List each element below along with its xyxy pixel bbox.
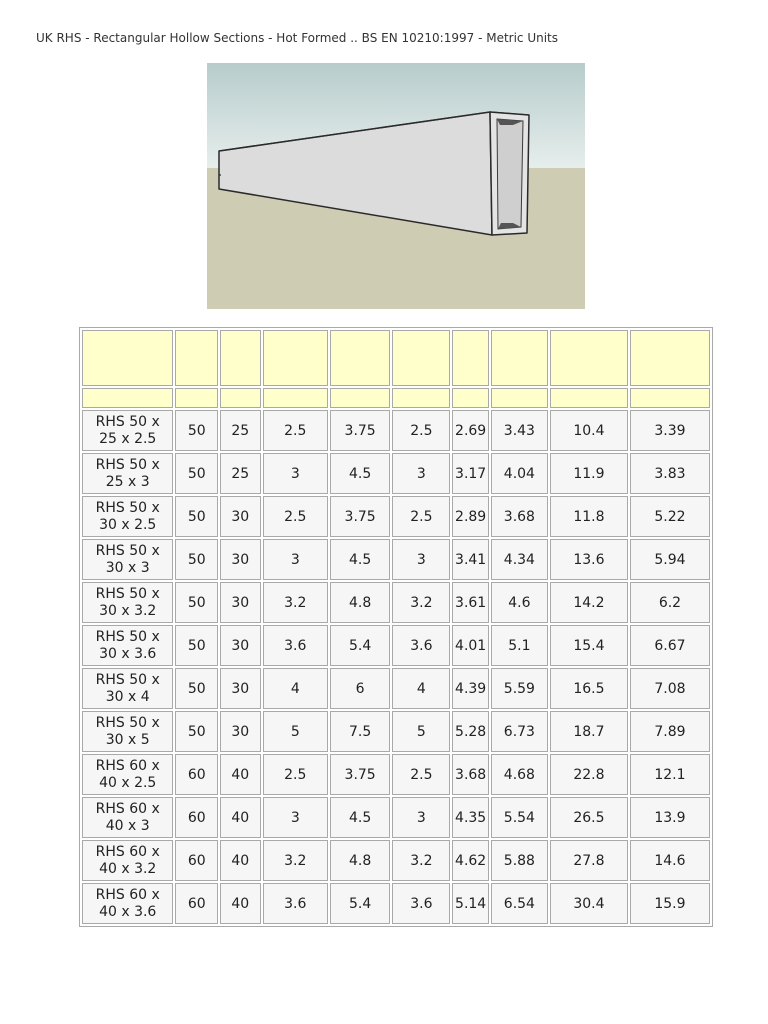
units-cell: [330, 388, 390, 408]
table-cell: 30: [220, 711, 261, 752]
designation-cell: RHS 50 x 30 x 4: [82, 668, 173, 709]
table-row: [82, 711, 710, 752]
table-cell: 2.69: [452, 410, 488, 451]
designation-cell: RHS 50 x 30 x 3: [82, 539, 173, 580]
table-cell: 4.68: [491, 754, 548, 795]
table-cell: 40: [220, 754, 261, 795]
table-cell: 4.34: [491, 539, 548, 580]
table-cell: 2.5: [392, 410, 450, 451]
header-cell: [220, 330, 261, 386]
designation-cell: RHS 60 x 40 x 2.5: [82, 754, 173, 795]
designation-cell: RHS 50 x 25 x 3: [82, 453, 173, 494]
table-cell: 14.2: [550, 582, 628, 623]
table-row: [82, 883, 710, 924]
table-cell: 26.5: [550, 797, 628, 838]
table-cell: 3.2: [392, 840, 450, 881]
table-cell: 4.8: [330, 582, 390, 623]
header-cell: [263, 330, 328, 386]
table-cell: 6: [330, 668, 390, 709]
table-cell: 15.4: [550, 625, 628, 666]
table-row: [82, 797, 710, 838]
header-cell: [491, 330, 548, 386]
table-cell: 6.2: [630, 582, 710, 623]
table-cell: 14.6: [630, 840, 710, 881]
table-row: [82, 668, 710, 709]
header-cell: [550, 330, 628, 386]
table-cell: 5.4: [330, 883, 390, 924]
table-cell: 6.54: [491, 883, 548, 924]
table-cell: 3.61: [452, 582, 488, 623]
table-cell: 4.5: [330, 453, 390, 494]
table-row: [82, 754, 710, 795]
section-properties-table-wrap: [79, 327, 713, 927]
table-cell: 60: [175, 840, 218, 881]
table-cell: 3.75: [330, 754, 390, 795]
table-cell: 5.28: [452, 711, 488, 752]
table-cell: 30: [220, 539, 261, 580]
designation-cell: RHS 60 x 40 x 3.6: [82, 883, 173, 924]
table-header-row: [82, 330, 710, 386]
table-row: [82, 840, 710, 881]
table-cell: 4.35: [452, 797, 488, 838]
table-row: [82, 453, 710, 494]
table-cell: 40: [220, 840, 261, 881]
table-cell: 7.5: [330, 711, 390, 752]
table-cell: 3: [263, 453, 328, 494]
table-cell: 11.8: [550, 496, 628, 537]
table-cell: 5.4: [330, 625, 390, 666]
units-cell: [550, 388, 628, 408]
table-cell: 3.17: [452, 453, 488, 494]
table-cell: 5.14: [452, 883, 488, 924]
table-cell: 7.08: [630, 668, 710, 709]
table-cell: 3.68: [452, 754, 488, 795]
table-cell: 3.83: [630, 453, 710, 494]
table-cell: 15.9: [630, 883, 710, 924]
designation-cell: RHS 60 x 40 x 3: [82, 797, 173, 838]
units-cell: [452, 388, 488, 408]
table-cell: 50: [175, 410, 218, 451]
header-cell: [82, 330, 173, 386]
table-row: [82, 410, 710, 451]
table-cell: 4.8: [330, 840, 390, 881]
table-cell: 5.59: [491, 668, 548, 709]
table-cell: 25: [220, 410, 261, 451]
header-cell: [175, 330, 218, 386]
units-cell: [263, 388, 328, 408]
designation-cell: RHS 50 x 25 x 2.5: [82, 410, 173, 451]
table-cell: 3.41: [452, 539, 488, 580]
table-cell: 3.6: [392, 625, 450, 666]
table-cell: 18.7: [550, 711, 628, 752]
table-cell: 2.5: [263, 410, 328, 451]
table-cell: 3: [392, 539, 450, 580]
table-cell: 7.89: [630, 711, 710, 752]
table-row: [82, 625, 710, 666]
table-units-row: [82, 388, 710, 408]
rhs-section-illustration: [207, 63, 585, 309]
table-cell: 4: [263, 668, 328, 709]
table-cell: 22.8: [550, 754, 628, 795]
units-cell: [630, 388, 710, 408]
table-cell: 3.75: [330, 410, 390, 451]
table-cell: 3: [392, 453, 450, 494]
table-cell: 30.4: [550, 883, 628, 924]
table-cell: 4: [392, 668, 450, 709]
table-cell: 2.89: [452, 496, 488, 537]
table-cell: 4.62: [452, 840, 488, 881]
table-cell: 30: [220, 668, 261, 709]
table-cell: 5.94: [630, 539, 710, 580]
table-row: [82, 539, 710, 580]
table-cell: 6.67: [630, 625, 710, 666]
table-cell: 3.2: [263, 840, 328, 881]
table-cell: 3.39: [630, 410, 710, 451]
page-title: UK RHS - Rectangular Hollow Sections - Hot Formed .. BS EN 10210:1997 - Metric Units: [36, 31, 559, 45]
table-cell: 3.68: [491, 496, 548, 537]
table-cell: 16.5: [550, 668, 628, 709]
table-cell: 4.39: [452, 668, 488, 709]
table-cell: 10.4: [550, 410, 628, 451]
table-cell: 60: [175, 883, 218, 924]
units-cell: [175, 388, 218, 408]
table-cell: 60: [175, 754, 218, 795]
table-cell: 3: [263, 797, 328, 838]
units-cell: [392, 388, 450, 408]
designation-cell: RHS 50 x 30 x 3.2: [82, 582, 173, 623]
table-cell: 3.43: [491, 410, 548, 451]
table-cell: 5.1: [491, 625, 548, 666]
table-cell: 5: [263, 711, 328, 752]
table-cell: 3.75: [330, 496, 390, 537]
table-cell: 50: [175, 496, 218, 537]
header-cell: [330, 330, 390, 386]
table-cell: 30: [220, 496, 261, 537]
table-cell: 2.5: [263, 754, 328, 795]
table-cell: 30: [220, 582, 261, 623]
header-cell: [630, 330, 710, 386]
table-cell: 4.6: [491, 582, 548, 623]
header-cell: [392, 330, 450, 386]
table-cell: 3: [263, 539, 328, 580]
designation-cell: RHS 50 x 30 x 2.5: [82, 496, 173, 537]
table-cell: 3.6: [263, 883, 328, 924]
table-cell: 50: [175, 625, 218, 666]
table-cell: 5: [392, 711, 450, 752]
table-cell: 5.54: [491, 797, 548, 838]
table-cell: 4.04: [491, 453, 548, 494]
table-cell: 3.6: [392, 883, 450, 924]
table-row: [82, 496, 710, 537]
table-cell: 50: [175, 668, 218, 709]
table-cell: 4.5: [330, 539, 390, 580]
table-cell: 40: [220, 883, 261, 924]
table-cell: 30: [220, 625, 261, 666]
table-cell: 60: [175, 797, 218, 838]
table-cell: 50: [175, 582, 218, 623]
table-cell: 11.9: [550, 453, 628, 494]
designation-cell: RHS 50 x 30 x 5: [82, 711, 173, 752]
table-cell: 12.1: [630, 754, 710, 795]
units-cell: [82, 388, 173, 408]
table-cell: 2.5: [392, 754, 450, 795]
units-cell: [220, 388, 261, 408]
table-cell: 2.5: [263, 496, 328, 537]
table-cell: 40: [220, 797, 261, 838]
table-cell: 4.01: [452, 625, 488, 666]
table-cell: 50: [175, 711, 218, 752]
table-cell: 5.88: [491, 840, 548, 881]
table-cell: 3.6: [263, 625, 328, 666]
units-cell: [491, 388, 548, 408]
table-cell: 50: [175, 539, 218, 580]
table-cell: 13.9: [630, 797, 710, 838]
table-row: [82, 582, 710, 623]
section-properties-table: [79, 327, 713, 927]
table-cell: 27.8: [550, 840, 628, 881]
table-cell: 5.22: [630, 496, 710, 537]
table-cell: 3.2: [392, 582, 450, 623]
table-cell: 4.5: [330, 797, 390, 838]
table-cell: 50: [175, 453, 218, 494]
table-cell: 13.6: [550, 539, 628, 580]
table-cell: 6.73: [491, 711, 548, 752]
table-cell: 2.5: [392, 496, 450, 537]
table-cell: 25: [220, 453, 261, 494]
designation-cell: RHS 50 x 30 x 3.6: [82, 625, 173, 666]
table-cell: 3.2: [263, 582, 328, 623]
header-cell: [452, 330, 488, 386]
table-cell: 3: [392, 797, 450, 838]
section-hollow-inner: [497, 119, 523, 229]
designation-cell: RHS 60 x 40 x 3.2: [82, 840, 173, 881]
